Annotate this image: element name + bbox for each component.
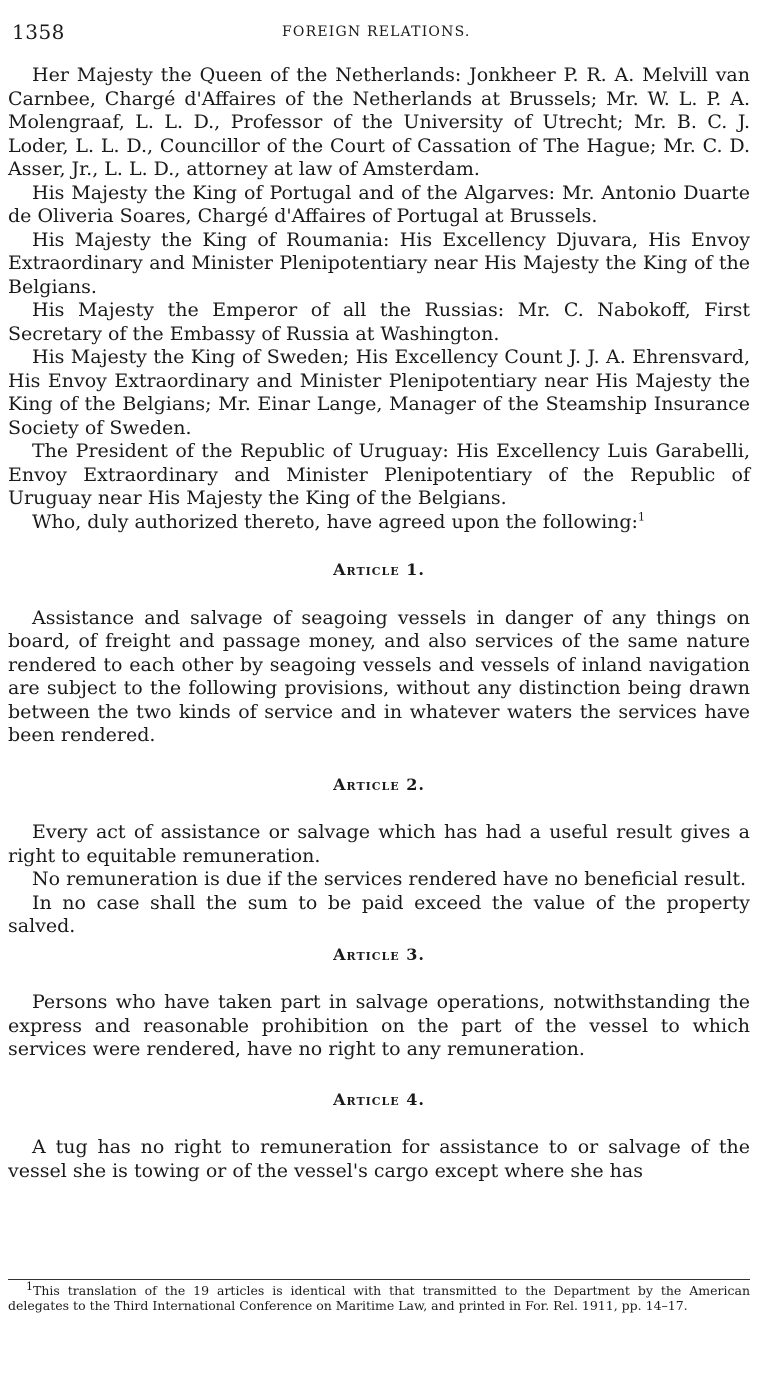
plenipotentiary-sweden: His Majesty the King of Sweden; His Excellency Count J. J. A. Ehrensvard, His Envoy Extraordinary and Minister Plenipotentiary near His Majesty the King of the Belgians; Mr. Einar Lange, Manager of the Steamship Insurance Society of Sweden. [8,346,750,439]
plenipotentiary-netherlands: Her Majesty the Queen of the Netherlands: Jonkheer P. R. A. Melvill van Carnbee, Chargé d'Affaires of the Netherlands at Brussels; Mr. W. L. P. A. Molengraaf, L. L. D., Professor of the University of Utrecht; Mr. B. C. J. Loder, L. L. D., Councillor of the Court of Cassation of The Hague; Mr. C. D. Asser, Jr., L. L. D., attorney at law of Amsterdam. [8,64,750,180]
footnote-reference: 1 [637,510,645,524]
plenipotentiary-roumania: His Majesty the King of Roumania: His Excellency Djuvara, His Envoy Extraordinary and Minister Plenipotentiary near His Majesty the King of the Belgians. [8,228,750,298]
article-2-paragraph-1: Every act of assistance or salvage which has had a useful result gives a right to equitable remuneration. [8,821,750,867]
footnote-divider [8,1279,750,1280]
plenipotentiary-uruguay: The President of the Republic of Uruguay: His Excellency Luis Garabelli, Envoy Extraordinary and Minister Plenipotentiary of the Republic of Uruguay near His Majesty the King of the Belgians. [8,440,750,509]
agreement-text: Who, duly authorized thereto, have agreed upon the following: [32,510,638,533]
article-2-paragraph-2: No remuneration is due if the services rendered have no beneficial result. [32,868,747,890]
article-3-paragraph: Persons who have taken part in salvage operations, notwithstanding the express and reasonable prohibition on the part of the vessel to which services were rendered, have no right to any remuneration. [8,991,750,1060]
article-2-paragraph-3: In no case shall the sum to be paid exceed the value of the property salved. [8,891,750,937]
body-text [8,64,750,1183]
article-1-paragraph: Assistance and salvage of seagoing vessels in danger of any things on board, of freight and passage money, and also services of the same nature rendered to each other by seagoing vessels and vessels of inland navigation are subject to the following provisions, without any distinction being drawn between the two kinds of service and in whatever waters the services have been rendered. [8,606,750,746]
footnote-text: This translation of the 19 articles is identical with that transmitted to the Department by the American delegates to the Third International Conference on Maritime Law, and printed in For. Rel. 1911, pp. 14–17. [8,1283,750,1313]
plenipotentiary-portugal: His Majesty the King of Portugal and of the Algarves: Mr. Antonio Duarte de Oliveria Soares, Chargé d'Affaires of Portugal at Brussels. [8,181,750,227]
page-number: 1358 [12,20,65,44]
article-4-paragraph: A tug has no right to remuneration for assistance to or salvage of the vessel she is towing or of the vessel's cargo except where she has [8,1136,750,1182]
running-head [12,20,757,44]
running-title: FOREIGN RELATIONS. [282,24,471,40]
plenipotentiary-russia: His Majesty the Emperor of all the Russias: Mr. C. Nabokoff, First Secretary of the Embassy of Russia at Washington. [8,299,750,345]
footnote [8,1279,750,1313]
article-4-heading: Article 4. [333,1089,425,1109]
agreement-clause [8,511,750,535]
footnote-marker: 1 [26,1279,33,1293]
article-1-heading: Article 1. [333,560,425,579]
article-3-heading: Article 3. [333,944,425,964]
article-2-heading: Article 2. [333,774,425,794]
